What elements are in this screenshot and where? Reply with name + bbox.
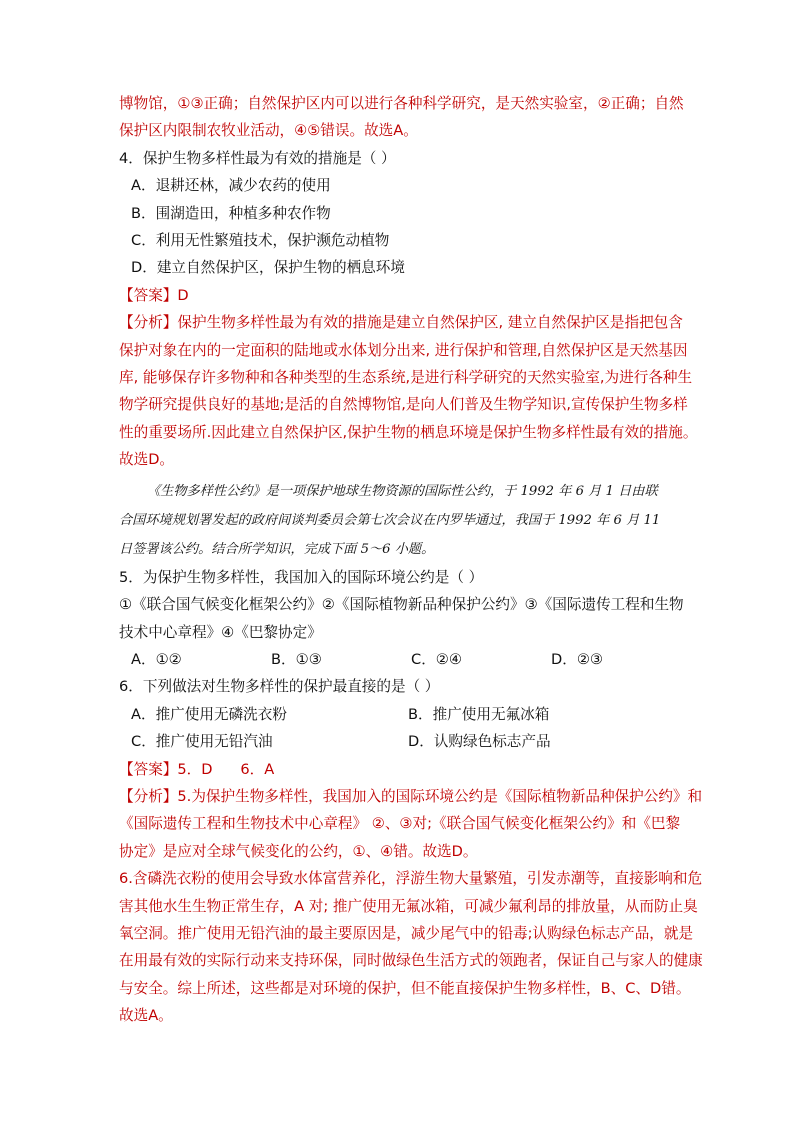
analysis-line [119, 309, 683, 336]
material-line: 日签署该公约。结合所学知识，完成下面 5～6 小题。 [119, 541, 435, 557]
content-column [119, 90, 703, 1030]
option-b: B．围湖造田，种植多种农作物 [131, 204, 331, 222]
question-4 [119, 145, 698, 474]
answer-value: 5．D 6．A [177, 760, 275, 778]
options-row [119, 646, 679, 673]
option-d: D．建立自然保护区，保护生物的栖息环境 [131, 259, 405, 277]
analysis-line: 在用最有效的实际行动来支持环保，同时做绿色生活方式的领跑者，保证自己与家人的健康 [119, 952, 703, 970]
answer-value: D [177, 286, 189, 304]
answer-line [119, 756, 679, 783]
option-c: C．②④ [411, 650, 462, 668]
top-analysis [119, 90, 684, 145]
analysis-line: 氧空洞。推广使用无铅汽油的最主要原因是，减少尾气中的铅毒;认购绿色标志产品，就是 [119, 924, 694, 942]
analysis-line: 《国际遗传工程和生物技术中心章程》 ②、③对;《联合国气候变化框架公约》和《巴黎 [119, 815, 681, 833]
option-b: B．推广使用无氟冰箱 [408, 705, 550, 723]
analysis-line: 保护对象在内的一定面积的陆地或水体划分出来, 进行保护和管理,自然保护区是天然基因 [119, 341, 688, 359]
option-d: D．认购绿色标志产品 [408, 733, 551, 751]
answer-line [119, 282, 679, 309]
analysis-text: 保护生物多样性最为有效的措施是建立自然保护区, 建立自然保护区是指把包含 [177, 314, 683, 332]
question-stem: 5．为保护生物多样性，我国加入的国际环境公约是（ ） [119, 568, 484, 586]
analysis-line: 性的重要场所.因此建立自然保护区,保护生物的栖息环境是保护生物多样性最有效的措施。 [119, 423, 698, 441]
answer-label: 【答案】 [119, 760, 178, 778]
question-5 [119, 564, 684, 674]
options-row [119, 701, 679, 728]
answer-label: 【答案】 [119, 286, 178, 304]
analysis-line: 库, 能够保存许多物种和各种类型的生态系统,是进行科学研究的天然实验室,为进行各种生 [119, 369, 693, 387]
option-c: C．利用无性繁殖技术，保护濒危动植物 [131, 232, 390, 250]
option-a: A．推广使用无磷洗衣粉 [131, 705, 287, 723]
options-row [119, 728, 679, 755]
question-items: ①《联合国气候变化框架公约》②《国际植物新品种保护公约》③《国际遗传工程和生物 [119, 596, 684, 614]
analysis-line: 害其他水生生物正常生存，A 对; 推广使用无氟冰箱，可减少氟利昂的排放量，从而防止臭 [119, 897, 698, 915]
option-c: C．推广使用无铅汽油 [131, 733, 273, 751]
option-b: B．①③ [271, 650, 322, 668]
analysis-line: 博物馆，①③正确；自然保护区内可以进行各种科学研究，是天然实验室，②正确；自然 [119, 95, 684, 112]
answers-5-6 [119, 756, 703, 1030]
analysis-line [119, 783, 703, 810]
question-stem: 4．保护生物多样性最为有效的措施是（ ） [119, 149, 396, 167]
analysis-text: 5.为保护生物多样性，我国加入的国际环境公约是《国际植物新品种保护公约》和 [177, 787, 703, 805]
option-a: A．①② [131, 650, 182, 668]
analysis-line: 故选A。 [119, 1007, 173, 1025]
question-6 [119, 673, 679, 755]
analysis-label: 【分析】 [119, 787, 178, 805]
analysis-line: 6.含磷洗衣粉的使用会导致水体富营养化，浮游生物大量繁殖，引发赤潮等，直接影响和危 [119, 870, 703, 888]
analysis-line: 与安全。综上所述，这些都是对环境的保护，但不能直接保护生物多样性，B、C、D错。 [119, 979, 691, 997]
analysis-line: 协定》是应对全球气候变化的公约，①、④错。故选D。 [119, 842, 478, 860]
analysis-line: 故选D。 [119, 451, 175, 469]
question-items: 技术中心章程》④《巴黎协定》 [119, 623, 322, 641]
material-line: 《生物多样性公约》是一项保护地球生物资源的国际性公约，于 1992 年 6 月 1 日由联 [147, 483, 658, 499]
analysis-line: 保护区内限制农牧业活动，④⑤错误。故选A。 [119, 122, 418, 140]
material-line: 合国环境规划署发起的政府间谈判委员会第七次会议在内罗毕通过，我国于 1992 年 6 月 11 [119, 512, 661, 528]
option-d: D．②③ [551, 650, 603, 668]
option-a: A．退耕还林，减少农药的使用 [131, 177, 331, 195]
analysis-label: 【分析】 [119, 314, 178, 332]
material-passage [119, 477, 679, 564]
analysis-line: 物学研究提供良好的基地;是活的自然博物馆,是向人们普及生物学知识,宣传保护生物多样 [119, 396, 688, 414]
question-stem: 6．下列做法对生物多样性的保护最直接的是（ ） [119, 678, 440, 696]
